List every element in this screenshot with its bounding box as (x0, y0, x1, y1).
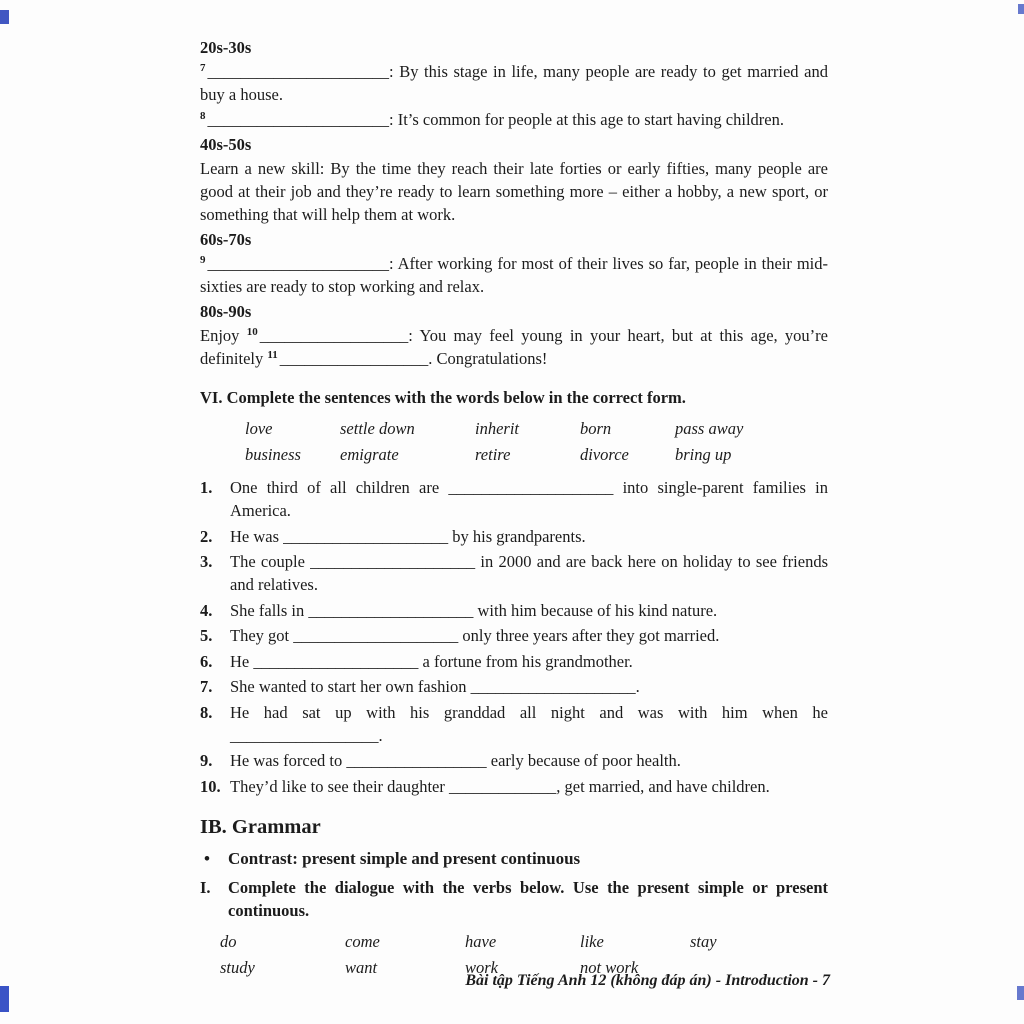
scan-artifact-top-left (0, 10, 9, 24)
word-option: divorce (580, 445, 629, 464)
list-item-number: 10. (200, 776, 221, 796)
list-item (200, 624, 828, 647)
word-option: business (245, 445, 301, 464)
list-item-text: He ____________________ a fortune from his grandmother. (230, 651, 633, 671)
word-option: not work (580, 957, 639, 977)
list-item-text: She wanted to start her own fashion ____________________. (230, 677, 640, 696)
grammar-bullet-text: Contrast: present simple and present continuous (228, 848, 581, 868)
word-option: do (220, 931, 237, 951)
enjoy-mid: __________________: You may feel young in your heart, but at this age, you’re definitely (200, 326, 828, 368)
list-item-text: The couple ____________________ in 2000 and are back here on holiday to see friends and relatives. (230, 552, 828, 594)
list-item (200, 701, 828, 747)
list-item-number: 2. (200, 526, 213, 546)
scan-artifact-bottom-left (0, 986, 9, 1012)
page-footer: Bài tập Tiếng Anh 12 (không đáp án) - Introduction - 7 (465, 972, 830, 989)
word-option: love (245, 419, 273, 438)
item-number-9: 9 (200, 253, 206, 266)
enjoy-end: __________________. Congratulations! (279, 349, 548, 368)
list-item (200, 525, 828, 548)
list-item (200, 599, 828, 622)
fill-item-9 (200, 252, 828, 298)
item-number-11: 11 (267, 348, 278, 361)
word-option: born (580, 419, 612, 438)
list-item (200, 775, 828, 798)
list-item-text: They got ____________________ only three years after they got married. (230, 626, 720, 645)
scan-artifact-bottom-right (1017, 986, 1024, 1000)
list-item (200, 650, 828, 673)
grammar-section-heading: IB. Grammar (200, 815, 321, 838)
list-item-number: 1. (200, 478, 213, 497)
word-option: settle down (340, 419, 415, 438)
word-option: emigrate (340, 445, 399, 464)
enjoy-paragraph (200, 324, 828, 370)
list-item (200, 476, 828, 522)
list-item-number: 4. (200, 600, 213, 620)
item-number-8: 8 (200, 109, 206, 122)
age-heading-40s-50s: 40s-50s (200, 135, 252, 154)
word-option: retire (475, 445, 511, 464)
item-number-7: 7 (200, 61, 206, 74)
list-item-text: She falls in ____________________ with him because of his kind nature. (230, 600, 718, 620)
age-heading-80s-90s: 80s-90s (200, 302, 252, 321)
word-option: inherit (475, 419, 519, 438)
list-item (200, 550, 828, 596)
fill-item-7 (200, 60, 828, 106)
list-item-text: He was ____________________ by his grandparents. (230, 526, 586, 546)
list-item (200, 675, 828, 698)
word-option: bring up (675, 445, 732, 464)
word-option: like (580, 931, 604, 951)
list-item-number: 5. (200, 626, 213, 645)
word-option: want (345, 957, 378, 977)
word-option: stay (690, 931, 717, 951)
list-item-number: 9. (200, 751, 213, 770)
exercise-i-number: I. (200, 877, 211, 897)
learn-new-skill-paragraph: Learn a new skill: By the time they reach their late forties or early fifties, many people are good at their job and they’re ready to learn something more – either a hobby, a new sport, or something that will help them at work. (200, 159, 828, 224)
list-item-text: They’d like to see their daughter _____________, get married, and have children. (230, 776, 770, 796)
word-option: have (465, 931, 497, 951)
list-item-text: One third of all children are ____________________ into single-parent families in America. (230, 478, 828, 520)
list-item-number: 8. (200, 702, 213, 722)
list-item-number: 7. (200, 677, 213, 696)
fill-item-8-text: ______________________: It’s common for people at this age to start having children. (207, 110, 784, 129)
word-option: work (465, 957, 498, 977)
exercise-vi-title: VI. Complete the sentences with the words below in the correct form. (200, 388, 686, 407)
list-item (200, 749, 828, 772)
page-content (200, 34, 828, 989)
fill-item-8 (200, 108, 828, 131)
exercise-i-text: Complete the dialogue with the verbs below. Use the present simple or present continuous. (228, 877, 828, 920)
bullet-icon: • (204, 848, 210, 868)
word-option: pass away (675, 419, 744, 438)
item-number-10: 10 (246, 325, 258, 338)
list-item-number: 3. (200, 552, 213, 571)
list-item-text: He had sat up with his granddad all night and was with him when he __________________. (230, 702, 828, 745)
list-item-number: 6. (200, 651, 213, 671)
enjoy-pre: Enjoy (200, 326, 247, 345)
exercise-vi-list (200, 476, 828, 798)
fill-item-9-text: ______________________: After working for most of their lives so far, people in their mid-sixties are ready to stop working and relax. (200, 254, 828, 296)
exercise-i-title (200, 876, 828, 922)
word-option: come (345, 931, 380, 951)
list-item-text: He was forced to _________________ early because of poor health. (230, 751, 681, 770)
fill-item-7-text: ______________________: By this stage in life, many people are ready to get married and buy a house. (200, 62, 828, 104)
age-heading-60s-70s: 60s-70s (200, 230, 252, 249)
word-box-vi (200, 417, 828, 466)
age-heading-20s-30s: 20s-30s (200, 38, 252, 57)
word-option: study (220, 957, 255, 977)
grammar-bullet-point (200, 847, 828, 870)
scan-artifact-top-right (1018, 4, 1024, 14)
